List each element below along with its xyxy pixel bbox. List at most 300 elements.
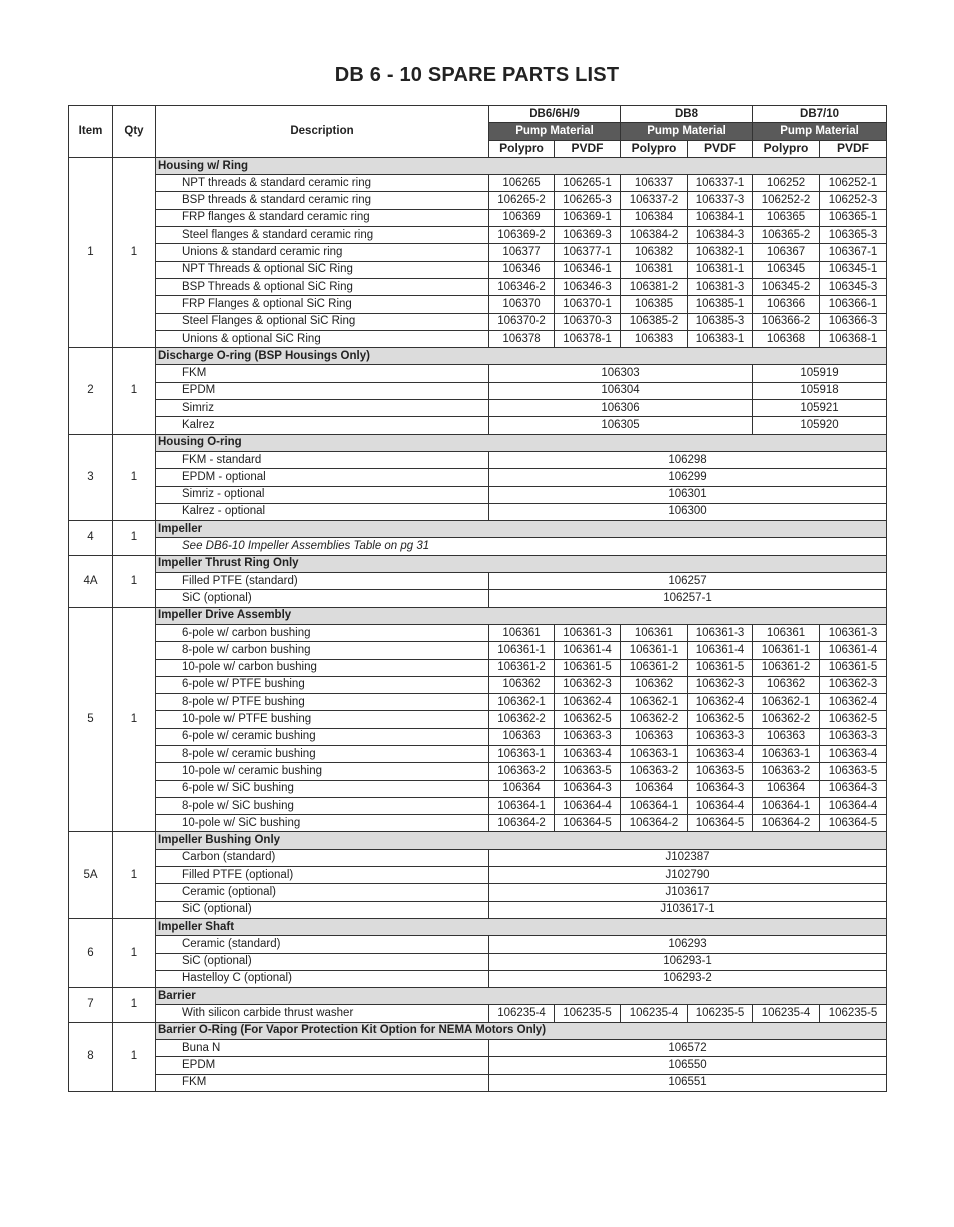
part-number: 106361-4: [820, 642, 887, 659]
table-row: [69, 624, 887, 641]
section-title: Discharge O-ring (BSP Housings Only): [156, 348, 887, 365]
material-header: PVDF: [555, 140, 621, 157]
material-header: Polypro: [489, 140, 555, 157]
part-number: 106362-5: [555, 711, 621, 728]
part-description: Unions & optional SiC Ring: [156, 330, 489, 347]
part-number: 106364-3: [555, 780, 621, 797]
section-header-row: [69, 918, 887, 935]
section-title: Impeller Thrust Ring Only: [156, 555, 887, 572]
part-description: NPT Threads & optional SiC Ring: [156, 261, 489, 278]
part-number: 106365-1: [820, 209, 887, 226]
part-number: 106337-2: [621, 192, 688, 209]
part-number: 106384-3: [688, 227, 753, 244]
part-number: 106362-5: [688, 711, 753, 728]
part-number: 106378: [489, 330, 555, 347]
part-number: 106363-4: [688, 745, 753, 762]
item-column-header: Item: [69, 106, 113, 158]
part-number: 106363-1: [489, 745, 555, 762]
part-number: 106361-3: [555, 624, 621, 641]
part-number: 106265-3: [555, 192, 621, 209]
part-description: Ceramic (standard): [156, 936, 489, 953]
part-number: 106346: [489, 261, 555, 278]
part-number: 106572: [489, 1040, 887, 1057]
part-number: 106370-2: [489, 313, 555, 330]
part-number: 106235-4: [753, 1005, 820, 1022]
part-number: 106362-1: [489, 694, 555, 711]
part-number: 106361-2: [621, 659, 688, 676]
part-number: 105918: [753, 382, 887, 399]
part-number: 106300: [489, 503, 887, 520]
table-row: [69, 296, 887, 313]
item-number: 1: [69, 157, 113, 347]
item-number: 4A: [69, 555, 113, 607]
part-number: 106257: [489, 573, 887, 590]
part-number: 106384: [621, 209, 688, 226]
table-row: [69, 1005, 887, 1022]
part-description: Carbon (standard): [156, 849, 489, 866]
table-row: [69, 1040, 887, 1057]
part-number: 106361-5: [820, 659, 887, 676]
part-number: 106364-4: [688, 797, 753, 814]
section-note: See DB6-10 Impeller Assemblies Table on pg 31: [156, 538, 887, 555]
table-row: [69, 745, 887, 762]
part-number: 106363-1: [753, 745, 820, 762]
part-number: 106306: [489, 400, 753, 417]
part-number: 106366: [753, 296, 820, 313]
part-number: 106363-3: [820, 728, 887, 745]
part-number: 106337-3: [688, 192, 753, 209]
part-number: 106265-1: [555, 175, 621, 192]
part-number: 106362: [489, 676, 555, 693]
table-row: [69, 659, 887, 676]
part-description: Steel flanges & standard ceramic ring: [156, 227, 489, 244]
part-number: 106368: [753, 330, 820, 347]
part-number: 106345-2: [753, 278, 820, 295]
part-number: 106235-4: [489, 1005, 555, 1022]
part-number: 106364-3: [688, 780, 753, 797]
table-row: [69, 261, 887, 278]
part-description: NPT threads & standard ceramic ring: [156, 175, 489, 192]
qty-column-header: Qty: [113, 106, 156, 158]
table-row: [69, 1074, 887, 1091]
part-number: 106363-3: [688, 728, 753, 745]
table-row: [69, 884, 887, 901]
pump-material-header: Pump Material: [621, 123, 753, 140]
table-row: [69, 815, 887, 832]
table-header: [69, 106, 887, 158]
part-number: 106377-1: [555, 244, 621, 261]
item-qty: 1: [113, 348, 156, 434]
part-number: 106362-3: [688, 676, 753, 693]
section-header-row: [69, 1022, 887, 1039]
table-row: [69, 175, 887, 192]
part-number: 106364-5: [555, 815, 621, 832]
table-row: [69, 728, 887, 745]
material-header: PVDF: [820, 140, 887, 157]
part-number: 106363-2: [753, 763, 820, 780]
item-number: 8: [69, 1022, 113, 1091]
part-number: 106385-3: [688, 313, 753, 330]
item-qty: 1: [113, 555, 156, 607]
part-number: 106293: [489, 936, 887, 953]
item-qty: 1: [113, 521, 156, 556]
part-number: 106381-1: [688, 261, 753, 278]
table-row: [69, 970, 887, 987]
part-number: 106293-1: [489, 953, 887, 970]
item-number: 7: [69, 988, 113, 1023]
part-number: 106366-1: [820, 296, 887, 313]
part-number: 106346-2: [489, 278, 555, 295]
part-number: 106362-3: [555, 676, 621, 693]
part-number: 106304: [489, 382, 753, 399]
part-number: J102790: [489, 867, 887, 884]
part-number: 106235-5: [555, 1005, 621, 1022]
table-row: [69, 867, 887, 884]
table-row: [69, 400, 887, 417]
part-number: 106346-1: [555, 261, 621, 278]
part-number: 106362-4: [688, 694, 753, 711]
part-number: 106257-1: [489, 590, 887, 607]
part-number: 106365: [753, 209, 820, 226]
part-number: 106362-5: [820, 711, 887, 728]
item-qty: 1: [113, 1022, 156, 1091]
part-description: 6-pole w/ SiC bushing: [156, 780, 489, 797]
table-row: [69, 642, 887, 659]
part-number: 106303: [489, 365, 753, 382]
part-number: J102387: [489, 849, 887, 866]
part-number: 106367: [753, 244, 820, 261]
item-qty: 1: [113, 918, 156, 987]
part-number: 106361-3: [820, 624, 887, 641]
part-number: 106362: [621, 676, 688, 693]
part-number: 106370-3: [555, 313, 621, 330]
part-number: 106364-2: [753, 815, 820, 832]
model-group-header: DB6/6H/9: [489, 106, 621, 123]
part-number: 106364-5: [688, 815, 753, 832]
part-number: 106364-5: [820, 815, 887, 832]
part-description: 10-pole w/ PTFE bushing: [156, 711, 489, 728]
part-number: 106367-1: [820, 244, 887, 261]
material-header: Polypro: [621, 140, 688, 157]
item-number: 4: [69, 521, 113, 556]
description-column-header: Description: [156, 106, 489, 158]
part-number: 106361: [753, 624, 820, 641]
part-description: FKM - standard: [156, 451, 489, 468]
section-title: Barrier O-Ring (For Vapor Protection Kit Option for NEMA Motors Only): [156, 1022, 887, 1039]
part-number: J103617: [489, 884, 887, 901]
part-number: 106369-3: [555, 227, 621, 244]
part-number: 106361-1: [753, 642, 820, 659]
part-number: 106362-1: [621, 694, 688, 711]
item-number: 6: [69, 918, 113, 987]
part-number: 106337: [621, 175, 688, 192]
part-number: 106362-2: [621, 711, 688, 728]
part-description: Buna N: [156, 1040, 489, 1057]
part-description: Steel Flanges & optional SiC Ring: [156, 313, 489, 330]
part-description: 10-pole w/ carbon bushing: [156, 659, 489, 676]
part-number: 106366-2: [753, 313, 820, 330]
part-number: 105921: [753, 400, 887, 417]
item-number: 2: [69, 348, 113, 434]
part-description: 8-pole w/ ceramic bushing: [156, 745, 489, 762]
part-number: 106385-1: [688, 296, 753, 313]
part-number: 106362-2: [489, 711, 555, 728]
table-row: [69, 573, 887, 590]
part-number: 106369-2: [489, 227, 555, 244]
table-row: [69, 711, 887, 728]
section-header-row: [69, 607, 887, 624]
part-number: 105919: [753, 365, 887, 382]
part-number: 106337-1: [688, 175, 753, 192]
part-number: 106365-2: [753, 227, 820, 244]
table-row: [69, 763, 887, 780]
part-number: 106364-3: [820, 780, 887, 797]
part-number: 106361-4: [555, 642, 621, 659]
table-row: [69, 486, 887, 503]
part-description: Simriz - optional: [156, 486, 489, 503]
part-number: 105920: [753, 417, 887, 434]
part-number: 106361-5: [688, 659, 753, 676]
part-description: Filled PTFE (optional): [156, 867, 489, 884]
part-number: 106346-3: [555, 278, 621, 295]
table-row: [69, 694, 887, 711]
table-row: [69, 590, 887, 607]
part-description: BSP Threads & optional SiC Ring: [156, 278, 489, 295]
section-header-row: [69, 157, 887, 174]
part-number: 106362-3: [820, 676, 887, 693]
table-row: [69, 278, 887, 295]
table-row: [69, 797, 887, 814]
material-header: Polypro: [753, 140, 820, 157]
part-number: 106382-1: [688, 244, 753, 261]
part-number: 106361: [489, 624, 555, 641]
part-number: 106364-2: [621, 815, 688, 832]
part-number: 106363-5: [820, 763, 887, 780]
part-number: 106361-2: [489, 659, 555, 676]
part-number: 106235-4: [621, 1005, 688, 1022]
part-description: 8-pole w/ carbon bushing: [156, 642, 489, 659]
part-number: 106384-1: [688, 209, 753, 226]
part-description: FKM: [156, 365, 489, 382]
part-number: 106252: [753, 175, 820, 192]
section-title: Impeller Drive Assembly: [156, 607, 887, 624]
part-number: 106370: [489, 296, 555, 313]
part-number: 106265-2: [489, 192, 555, 209]
part-number: 106363-1: [621, 745, 688, 762]
spare-parts-table: [68, 105, 887, 1092]
table-row: [69, 192, 887, 209]
item-qty: 1: [113, 157, 156, 347]
pump-material-header: Pump Material: [753, 123, 887, 140]
part-number: 106363-4: [555, 745, 621, 762]
part-description: Kalrez - optional: [156, 503, 489, 520]
part-number: 106381-3: [688, 278, 753, 295]
part-number: 106384-2: [621, 227, 688, 244]
part-number: 106235-5: [688, 1005, 753, 1022]
section-header-row: [69, 555, 887, 572]
part-number: 106361-3: [688, 624, 753, 641]
part-description: EPDM: [156, 382, 489, 399]
table-row: [69, 365, 887, 382]
table-row: [69, 676, 887, 693]
section-header-row: [69, 434, 887, 451]
part-number: 106381: [621, 261, 688, 278]
part-number: 106363-5: [688, 763, 753, 780]
section-title: Housing O-ring: [156, 434, 887, 451]
part-number: 106252-1: [820, 175, 887, 192]
section-title: Impeller: [156, 521, 887, 538]
part-number: 106361-4: [688, 642, 753, 659]
part-number: 106235-5: [820, 1005, 887, 1022]
part-number: 106363: [621, 728, 688, 745]
table-row: [69, 901, 887, 918]
part-description: With silicon carbide thrust washer: [156, 1005, 489, 1022]
table-row: [69, 849, 887, 866]
part-number: 106361: [621, 624, 688, 641]
part-description: 6-pole w/ ceramic bushing: [156, 728, 489, 745]
model-group-header: DB8: [621, 106, 753, 123]
table-row: [69, 382, 887, 399]
section-header-row: [69, 988, 887, 1005]
table-row: [69, 244, 887, 261]
table-row: [69, 209, 887, 226]
part-number: 106363-2: [489, 763, 555, 780]
table-body: [69, 157, 887, 1091]
part-number: 106364-1: [753, 797, 820, 814]
part-number: 106252-2: [753, 192, 820, 209]
part-description: Hastelloy C (optional): [156, 970, 489, 987]
part-number: 106363: [753, 728, 820, 745]
part-description: 10-pole w/ SiC bushing: [156, 815, 489, 832]
part-number: 106366-3: [820, 313, 887, 330]
item-number: 3: [69, 434, 113, 520]
table-row: [69, 503, 887, 520]
item-qty: 1: [113, 607, 156, 832]
part-number: 106364-4: [820, 797, 887, 814]
part-number: 106369-1: [555, 209, 621, 226]
part-number: 106363-2: [621, 763, 688, 780]
part-number: 106345-3: [820, 278, 887, 295]
item-qty: 1: [113, 988, 156, 1023]
part-description: FKM: [156, 1074, 489, 1091]
part-description: FRP flanges & standard ceramic ring: [156, 209, 489, 226]
part-description: SiC (optional): [156, 901, 489, 918]
part-number: 106364-2: [489, 815, 555, 832]
part-number: 106368-1: [820, 330, 887, 347]
item-number: 5A: [69, 832, 113, 918]
part-number: 106362-4: [555, 694, 621, 711]
section-header-row: [69, 832, 887, 849]
part-number: 106361-2: [753, 659, 820, 676]
part-number: 106382: [621, 244, 688, 261]
part-number: J103617-1: [489, 901, 887, 918]
table-row: [69, 227, 887, 244]
part-number: 106265: [489, 175, 555, 192]
part-number: 106365-3: [820, 227, 887, 244]
part-description: SiC (optional): [156, 590, 489, 607]
part-number: 106364: [753, 780, 820, 797]
part-number: 106362-2: [753, 711, 820, 728]
table-row: [69, 780, 887, 797]
model-group-header: DB7/10: [753, 106, 887, 123]
section-header-row: [69, 521, 887, 538]
part-description: BSP threads & standard ceramic ring: [156, 192, 489, 209]
part-number: 106385-2: [621, 313, 688, 330]
part-number: 106299: [489, 469, 887, 486]
part-description: EPDM: [156, 1057, 489, 1074]
part-description: 8-pole w/ SiC bushing: [156, 797, 489, 814]
part-description: 8-pole w/ PTFE bushing: [156, 694, 489, 711]
table-row: [69, 330, 887, 347]
part-number: 106298: [489, 451, 887, 468]
part-number: 106383: [621, 330, 688, 347]
part-number: 106370-1: [555, 296, 621, 313]
part-number: 106305: [489, 417, 753, 434]
part-number: 106383-1: [688, 330, 753, 347]
table-row: [69, 953, 887, 970]
section-title: Housing w/ Ring: [156, 157, 887, 174]
part-number: 106301: [489, 486, 887, 503]
part-number: 106363-3: [555, 728, 621, 745]
part-number: 106364-1: [489, 797, 555, 814]
table-row: [69, 313, 887, 330]
part-description: Ceramic (optional): [156, 884, 489, 901]
part-description: EPDM - optional: [156, 469, 489, 486]
part-description: 6-pole w/ carbon bushing: [156, 624, 489, 641]
part-number: 106363-5: [555, 763, 621, 780]
section-title: Impeller Shaft: [156, 918, 887, 935]
part-number: 106361-1: [621, 642, 688, 659]
part-number: 106385: [621, 296, 688, 313]
part-number: 106364: [489, 780, 555, 797]
table-row: [69, 1057, 887, 1074]
part-number: 106550: [489, 1057, 887, 1074]
part-number: 106362-1: [753, 694, 820, 711]
table-row: [69, 417, 887, 434]
part-number: 106378-1: [555, 330, 621, 347]
part-number: 106293-2: [489, 970, 887, 987]
part-description: 6-pole w/ PTFE bushing: [156, 676, 489, 693]
section-title: Impeller Bushing Only: [156, 832, 887, 849]
part-number: 106551: [489, 1074, 887, 1091]
section-title: Barrier: [156, 988, 887, 1005]
pump-material-header: Pump Material: [489, 123, 621, 140]
part-number: 106252-3: [820, 192, 887, 209]
part-number: 106377: [489, 244, 555, 261]
part-number: 106363-4: [820, 745, 887, 762]
part-number: 106361-5: [555, 659, 621, 676]
part-number: 106381-2: [621, 278, 688, 295]
material-header: PVDF: [688, 140, 753, 157]
item-qty: 1: [113, 434, 156, 520]
part-description: Simriz: [156, 400, 489, 417]
part-number: 106345: [753, 261, 820, 278]
part-number: 106362-4: [820, 694, 887, 711]
part-description: FRP Flanges & optional SiC Ring: [156, 296, 489, 313]
part-description: Unions & standard ceramic ring: [156, 244, 489, 261]
part-number: 106345-1: [820, 261, 887, 278]
table-row: [69, 936, 887, 953]
part-number: 106361-1: [489, 642, 555, 659]
page-title: DB 6 - 10 SPARE PARTS LIST: [334, 64, 620, 86]
part-description: Kalrez: [156, 417, 489, 434]
part-description: Filled PTFE (standard): [156, 573, 489, 590]
part-description: 10-pole w/ ceramic bushing: [156, 763, 489, 780]
table-row: [69, 538, 887, 555]
part-number: 106362: [753, 676, 820, 693]
part-number: 106369: [489, 209, 555, 226]
section-header-row: [69, 348, 887, 365]
